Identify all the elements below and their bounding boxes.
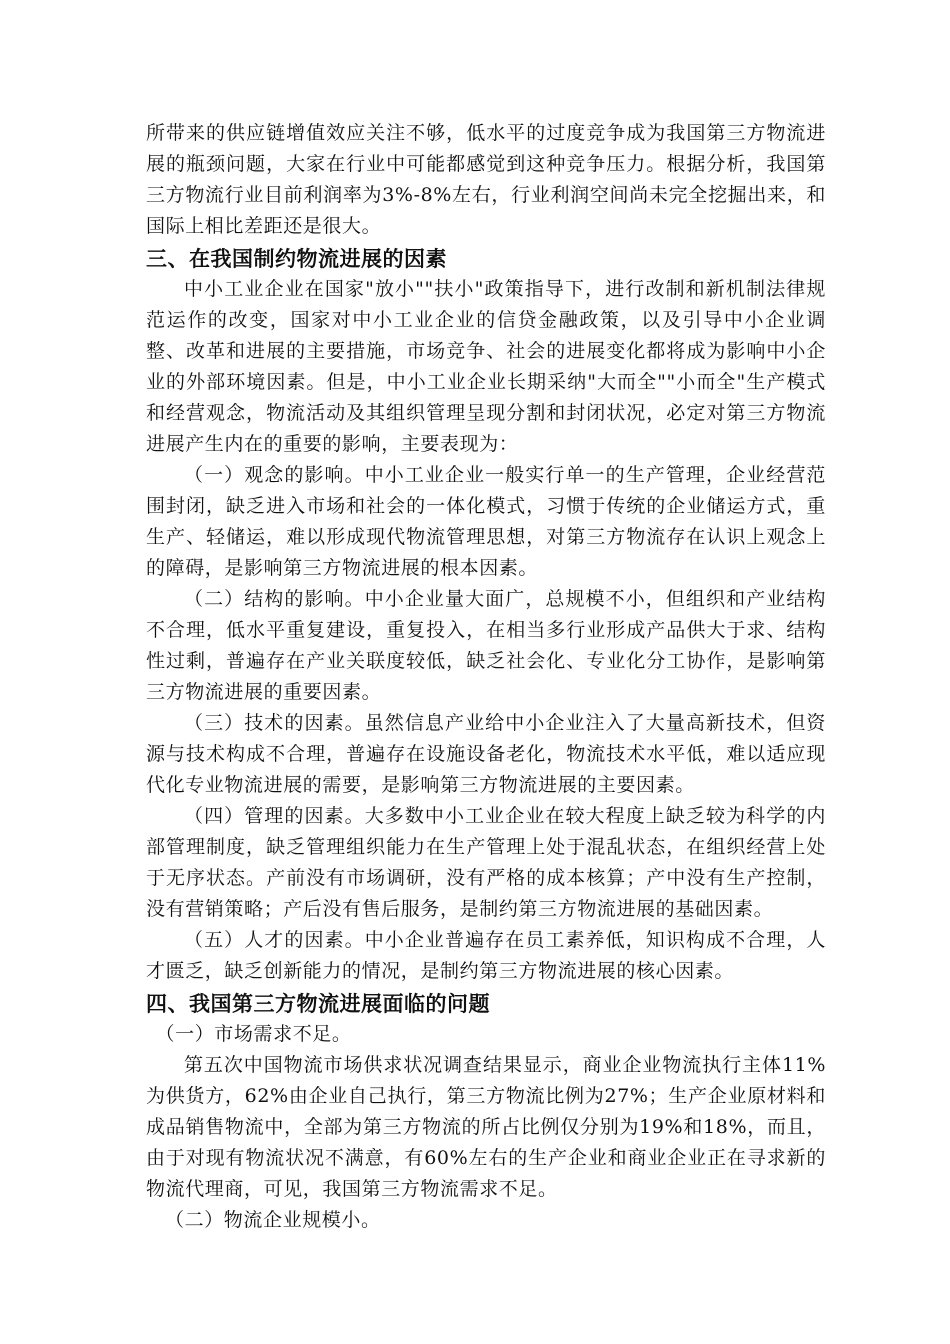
paragraph-factor-talent: （五）人才的因素。中小企业普遍存在员工素养低，知识构成不合理，人才匮乏，缺乏创新能力的情况，是制约第三方物流进展的核心因素。 [146, 929, 826, 982]
paragraph-factors-intro: 中小工业企业在国家"放小""扶小"政策指导下，进行改制和新机制法律规范运作的改变，国家对中小工业企业的信贷金融政策，以及引导中小企业调整、改革和进展的主要措施，市场竞争、社会的进展变化都将成为影响中小企业的外部环境因素。但是，中小工业企业长期采纳"大而全""小而全"生产模式和经营观念，物流活动及其组织管理呈现分割和封闭状况，必定对第三方物流进展产生内在的重要的影响，主要表现为： [146, 278, 826, 455]
paragraph-factor-concept: （一）观念的影响。中小工业企业一般实行单一的生产管理，企业经营范围封闭，缺乏进入市场和社会的一体化模式，习惯于传统的企业储运方式，重生产、轻储运，难以形成现代物流管理思想，对第三方物流存在认识上观念上的障碍，是影响第三方物流进展的根本因素。 [146, 464, 826, 579]
paragraph-factor-technology: （三）技术的因素。虽然信息产业给中小企业注入了大量高新技术，但资源与技术构成不合理，普遍存在设施设备老化，物流技术水平低，难以适应现代化专业物流进展的需要，是影响第三方物流进展的主要因素。 [146, 712, 826, 796]
paragraph-intro: 所带来的供应链增值效应关注不够，低水平的过度竞争成为我国第三方物流进展的瓶颈问题，大家在行业中可能都感觉到这种竞争压力。根据分析，我国第三方物流行业目前利润率为3%-8%左右，行业利润空间尚未完全挖掘出来，和国际上相比差距还是很大。 [146, 122, 826, 237]
document-page [146, 118, 826, 1236]
section-heading-3: 三、在我国制约物流进展的因素 [146, 247, 447, 271]
paragraph-market-survey: 第五次中国物流市场供求状况调查结果显示，商业企业物流执行主体11%为供货方，62%由企业自己执行，第三方物流比例为27%；生产企业原材料和成品销售物流中，全部为第三方物流的所占比例仅分别为19%和18%，而且，由于对现有物流状况不满意，有60%左右的生产企业和商业企业正在寻求新的物流代理商，可见，我国第三方物流需求不足。 [146, 1054, 826, 1200]
subheading-market-demand: （一）市场需求不足。 [155, 1023, 352, 1045]
paragraph-factor-structure: （二）结构的影响。中小企业量大面广，总规模不小，但组织和产业结构不合理，低水平重复建设，重复投入，在相当多行业形成产品供大于求、结构性过剩，普遍存在产业关联度较低，缺乏社会化、专业化分工协作，是影响第三方物流进展的重要因素。 [146, 588, 826, 703]
subheading-enterprise-scale: （二）物流企业规模小。 [165, 1209, 381, 1231]
paragraph-factor-management: （四）管理的因素。大多数中小工业企业在较大程度上缺乏较为科学的内部管理制度，缺乏管理组织能力在生产管理上处于混乱状态，在组织经营上处于无序状态。产前没有市场调研，没有严格的成本核算；产中没有生产控制，没有营销策略；产后没有售后服务，是制约第三方物流进展的基础因素。 [146, 805, 826, 920]
section-heading-4: 四、我国第三方物流进展面临的问题 [146, 992, 490, 1016]
